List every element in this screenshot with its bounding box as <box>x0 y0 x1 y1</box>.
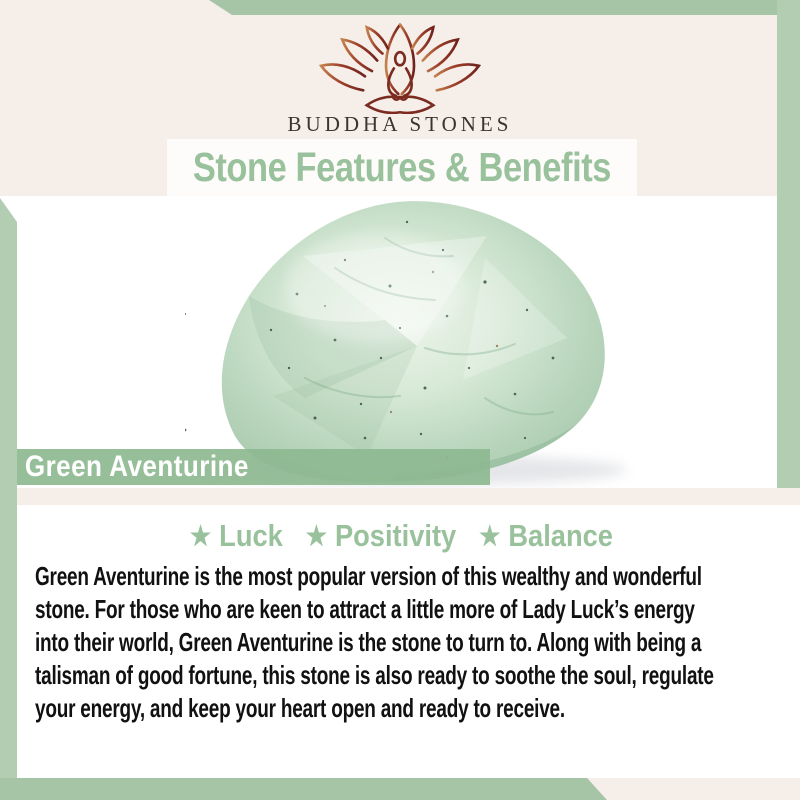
stone-photo-panel <box>17 196 777 488</box>
paragraph-line: stone. For those who are keen to attract a little more of Lady Luck’s energy <box>35 594 695 624</box>
feature-item-balance <box>479 518 613 554</box>
star-icon: ★ <box>189 520 212 551</box>
page-title: Stone Features & Benefits <box>192 144 612 190</box>
description-paragraph <box>35 560 800 725</box>
feature-label: Luck <box>219 518 283 553</box>
stone-name-label: Green Aventurine <box>24 450 249 483</box>
feature-item-luck <box>190 518 283 554</box>
feature-label: Balance <box>508 518 613 553</box>
paragraph-line: talisman of good fortune, this stone is also ready to soothe the soul, regulate <box>35 660 714 690</box>
brand-name: BUDDHA STONES <box>287 112 513 136</box>
right-accent-strip <box>777 0 800 489</box>
green-aventurine-stone-photo <box>185 198 647 488</box>
paragraph-line: Green Aventurine is the most popular version of this wealthy and wonderful <box>35 561 702 591</box>
star-icon: ★ <box>479 520 501 551</box>
description-section <box>17 505 800 778</box>
divider-band <box>17 488 800 505</box>
stone-name-banner <box>17 449 490 485</box>
features-row <box>64 517 753 555</box>
lotus-meditation-logo-icon <box>312 22 488 114</box>
feature-label: Positivity <box>334 518 457 553</box>
left-accent-strip <box>0 198 17 800</box>
title-banner <box>167 139 637 196</box>
paragraph-line: into their world, Green Aventurine is the stone to turn to. Along with being a <box>35 627 702 657</box>
brand-logo <box>0 22 800 114</box>
star-icon: ★ <box>305 520 328 551</box>
feature-item-positivity <box>306 518 457 554</box>
paragraph-line: your energy, and keep your heart open and ready to receive. <box>35 693 565 723</box>
